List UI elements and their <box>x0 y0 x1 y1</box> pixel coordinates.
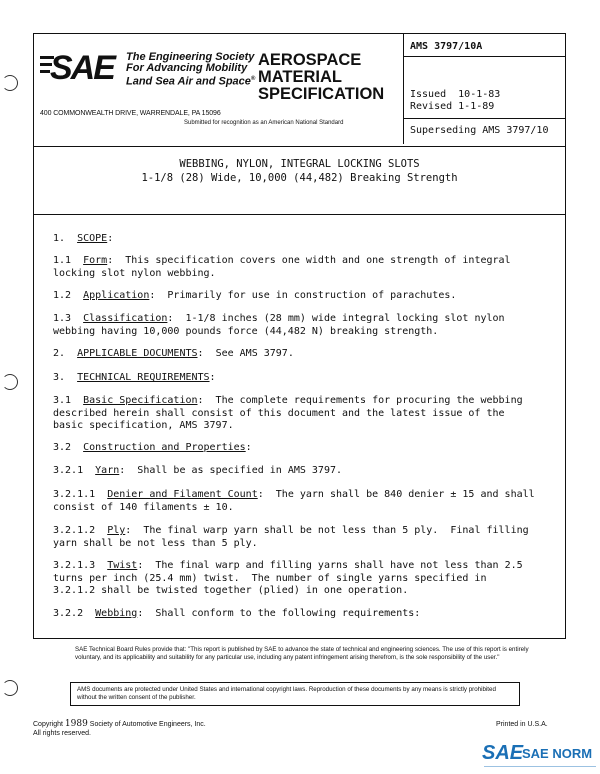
divider <box>404 118 566 119</box>
copyright-label: Copyright <box>33 721 63 728</box>
section-3-2-2: 3.2.2 Webbing: Shall conform to the following requirements: <box>53 608 421 619</box>
title-line-1: WEBBING, NYLON, INTEGRAL LOCKING SLOTS <box>179 158 420 170</box>
issued-date: Issued 10-1-83 <box>410 89 501 100</box>
section-heading: SCOPE <box>77 233 108 244</box>
section-3-1: 3.1 Basic Specification: The complete requirements for procuring the webbing described herein shall consist of this document and the latest issue of the basic specification, AMS 3797. <box>53 395 523 431</box>
punch-hole <box>2 680 18 696</box>
watermark-logo-icon: SAE <box>482 742 524 764</box>
section-heading: Classification <box>83 313 168 324</box>
section-heading: Twist <box>107 560 138 571</box>
document-header <box>34 34 565 147</box>
rights-reserved: All rights reserved. <box>33 730 91 737</box>
spec-number: AMS 3797/10A <box>410 41 483 52</box>
title-line-2: 1-1/8 (28) Wide, 10,000 (44,482) Breaking Strength <box>141 172 458 184</box>
watermark-rule <box>484 766 596 767</box>
watermark-text: SAE NORM <box>522 746 593 761</box>
doc-type-line: SPECIFICATION <box>258 85 385 103</box>
legal-notice: SAE Technical Board Rules provide that: "This report is published by SAE to advance the state of technical and engineering sciences. The use of this report is entirely voluntary, and its applicability and suitability for any particular use, including any patent infringement arising therefrom, is the sole responsibility of the user." <box>75 646 529 661</box>
copyright-year: 1989 <box>64 719 88 729</box>
divider <box>404 56 566 57</box>
punch-hole <box>2 374 18 390</box>
section-heading: Basic Specification <box>83 395 198 406</box>
sae-logo-icon <box>40 48 124 88</box>
section-heading: Form <box>83 255 108 266</box>
document-type <box>258 52 384 103</box>
registered-mark: ® <box>250 76 256 82</box>
section-heading: APPLICABLE DOCUMENTS <box>77 348 198 359</box>
society-line-1: The Engineering Society <box>126 51 255 63</box>
spec-info-box <box>403 34 566 144</box>
copyright-notice-box: AMS documents are protected under United States and international copyright laws. Reproduction of these documents by any means is strictly prohibited without the written consent of the publisher. <box>70 682 520 706</box>
sae-logo-text: SAE <box>50 49 114 87</box>
printed-in: Printed in U.S.A. <box>496 721 548 728</box>
society-name <box>126 52 255 88</box>
superseding: Superseding AMS 3797/10 <box>410 125 549 136</box>
section-heading: Construction and Properties <box>83 442 246 453</box>
section-heading: Denier and Filament Count <box>107 489 258 500</box>
section-1: 1. SCOPE: <box>53 233 114 244</box>
document-title <box>34 146 565 215</box>
section-heading: Webbing <box>95 608 138 619</box>
section-heading: Application <box>83 290 150 301</box>
section-heading: Ply <box>107 525 126 536</box>
section-3-2-1: 3.2.1 Yarn: Shall be as specified in AMS 3797. <box>53 465 343 476</box>
section-3: 3. TECHNICAL REQUIREMENTS: <box>53 372 216 383</box>
section-3-2-1-2: 3.2.1.2 Ply: The final warp yarn shall be not less than 5 ply. Final filling yarn shall be not less than 5 ply. <box>53 525 529 549</box>
copyright <box>33 720 206 738</box>
section-3-2-1-1: 3.2.1.1 Denier and Filament Count: The yarn shall be 840 denier ± 15 and shall consist of 140 filaments ± 10. <box>53 489 535 513</box>
copyright-owner: Society of Automotive Engineers, Inc. <box>89 721 206 728</box>
section-1-3: 1.3 Classification: 1-1/8 inches (28 mm) wide integral locking slot nylon webbing having 10,000 pounds force (44,482 N) breaking strength. <box>53 313 505 337</box>
doc-type-line: AEROSPACE <box>258 51 362 69</box>
revised-date: Revised 1-1-89 <box>410 101 495 112</box>
section-1-2: 1.2 Application: Primarily for use in construction of parachutes. <box>53 290 457 301</box>
punch-hole <box>2 75 18 91</box>
section-3-2: 3.2 Construction and Properties: <box>53 442 252 453</box>
society-line-3: Land Sea Air and Space <box>126 75 251 88</box>
doc-type-line: MATERIAL <box>258 68 343 86</box>
society-address: 400 COMMONWEALTH DRIVE, WARRENDALE, PA 15096 <box>40 110 221 117</box>
section-heading: Yarn <box>95 465 120 476</box>
submitted-note: Submitted for recognition as an American National Standard <box>184 120 344 126</box>
sae-logo-block <box>40 48 280 117</box>
section-2: 2. APPLICABLE DOCUMENTS: See AMS 3797. <box>53 348 294 359</box>
section-1-1: 1.1 Form: This specification covers one width and one strength of integral locking slot nylon webbing. <box>53 255 511 279</box>
section-3-2-1-3: 3.2.1.3 Twist: The final warp and filling yarns shall have not less than 2.5 turns per inch (25.4 mm) twist. The number of single yarns specified in 3.2.1.2 shall be twisted together (plied) in one operation. <box>53 560 523 596</box>
section-heading: TECHNICAL REQUIREMENTS <box>77 372 210 383</box>
society-line-2: For Advancing Mobility <box>126 62 248 74</box>
watermark <box>482 742 600 772</box>
